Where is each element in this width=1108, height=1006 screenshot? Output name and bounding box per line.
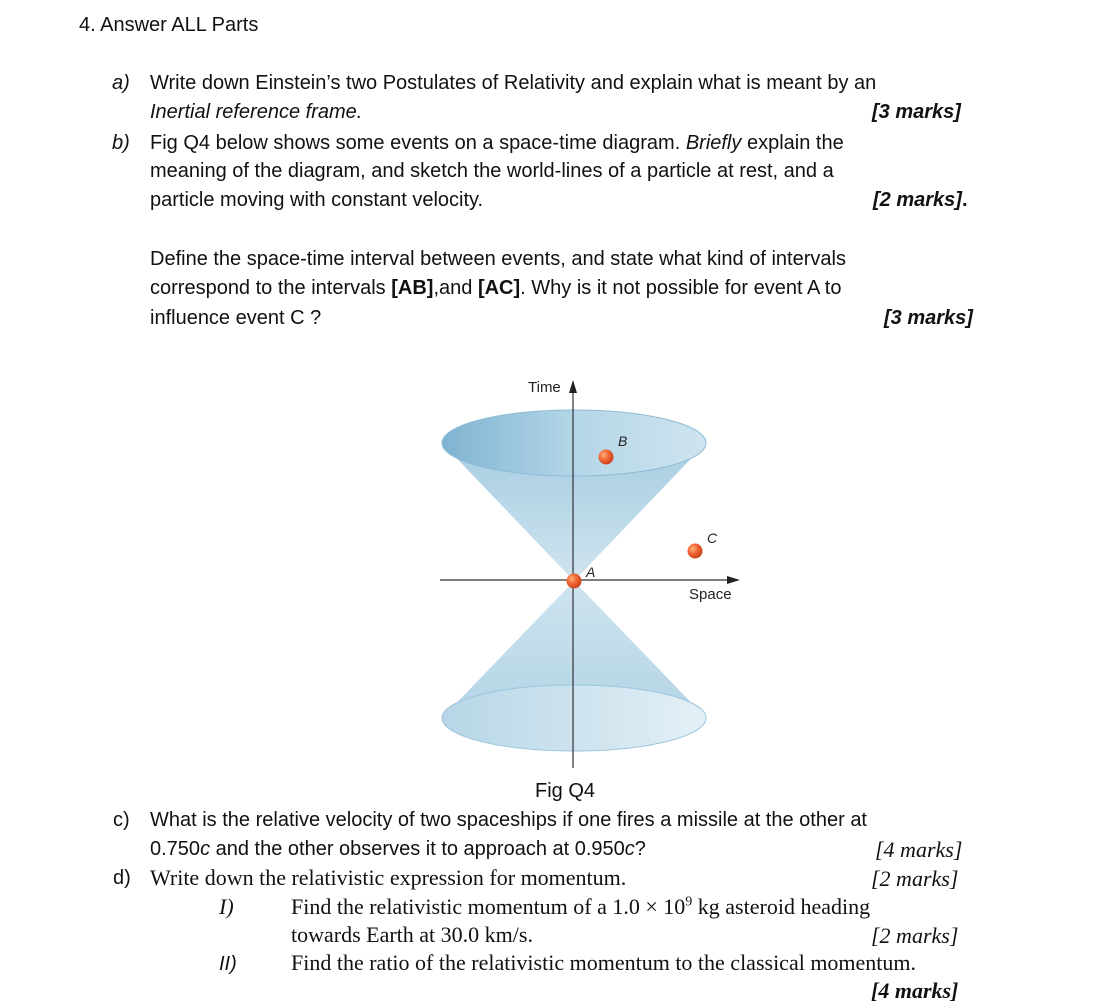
time-axis-label: Time bbox=[528, 379, 561, 396]
part-b-line1 bbox=[150, 129, 844, 158]
part-c-mid: and the other observes it to approach at 0.950 bbox=[210, 838, 625, 860]
part-d-line1: Write down the relativistic expression for momentum. bbox=[150, 865, 627, 890]
part-d-sub1-line1 bbox=[291, 893, 870, 921]
part-d-sub1-exponent: 9 bbox=[685, 894, 693, 910]
part-d-marks: [2 marks] bbox=[871, 866, 959, 891]
part-b-label: b) bbox=[112, 132, 130, 154]
space-axis-label: Space bbox=[689, 586, 732, 603]
part-a-line2: Inertial reference frame. bbox=[150, 101, 363, 123]
spacetime-diagram bbox=[420, 365, 740, 775]
part-b-para2-marks: [3 marks] bbox=[884, 307, 973, 329]
part-d-sub2-marks: [4 marks] bbox=[871, 978, 959, 1003]
part-b-para2-line2-end: . Why is it not possible for event A to bbox=[520, 277, 842, 299]
part-d-sub2-label: II) bbox=[219, 953, 237, 975]
event-b-label: B bbox=[618, 433, 628, 449]
interval-ac: [AC] bbox=[477, 277, 521, 299]
part-b-para2-line2-start: correspond to the intervals bbox=[150, 277, 392, 299]
part-a-line1: Write down Einstein’s two Postulates of Relativity and explain what is meant by an bbox=[150, 72, 877, 94]
part-d-sub1-line2: towards Earth at 30.0 km/s. bbox=[291, 922, 533, 947]
event-c-point bbox=[688, 544, 703, 559]
part-b-line1-end: explain the bbox=[741, 132, 844, 154]
part-b-line3: particle moving with constant velocity. bbox=[150, 189, 484, 211]
part-b-line1-start: Fig Q4 below shows some events on a space-time diagram. bbox=[150, 132, 686, 154]
future-cone-top bbox=[442, 410, 706, 476]
event-a-point bbox=[567, 574, 582, 589]
event-c-label: C bbox=[707, 530, 718, 546]
part-a-marks: [3 marks] bbox=[872, 101, 961, 123]
part-c-label: c) bbox=[113, 809, 130, 831]
part-b-para2-line3: influence event C ? bbox=[150, 307, 322, 329]
part-c-line1: What is the relative velocity of two spaceships if one fires a missile at the other at bbox=[150, 809, 867, 831]
part-d-sub1-marks: [2 marks] bbox=[871, 923, 959, 948]
part-b-line1-italic: Briefly bbox=[685, 132, 742, 154]
part-b-line2: meaning of the diagram, and sketch the world-lines of a particle at rest, and a bbox=[150, 160, 834, 182]
part-c-marks: [4 marks] bbox=[875, 837, 963, 862]
interval-ab: [AB] bbox=[391, 277, 434, 299]
part-c-c1: c bbox=[200, 838, 211, 860]
part-d-sub1-end: kg asteroid heading bbox=[692, 894, 871, 919]
part-b-marks bbox=[873, 186, 968, 215]
part-d-sub2-line1: Find the ratio of the relativistic momentum to the classical momentum. bbox=[291, 950, 917, 975]
time-axis-arrow bbox=[569, 380, 577, 393]
event-a-label: A bbox=[586, 564, 596, 580]
part-c-c2: c bbox=[624, 838, 635, 860]
space-axis-arrow bbox=[727, 576, 740, 584]
part-b-para2-line1: Define the space-time interval between events, and state what kind of intervals bbox=[150, 248, 846, 270]
part-c-line2 bbox=[150, 835, 646, 864]
event-b-point bbox=[599, 450, 614, 465]
part-d-sub1-start: Find the relativistic momentum of a 1.0 × 10 bbox=[291, 894, 686, 919]
part-d-sub1-label: I) bbox=[219, 894, 234, 919]
part-b-marks-text: [2 marks] bbox=[873, 189, 962, 211]
part-b-para2-line2 bbox=[150, 274, 841, 303]
part-b-para2-line2-mid: ,and bbox=[433, 277, 478, 299]
part-c-q: ? bbox=[634, 838, 646, 860]
part-a-label: a) bbox=[112, 72, 130, 94]
part-b-marks-suffix: . bbox=[961, 189, 968, 211]
past-cone-base bbox=[442, 685, 706, 751]
figure-caption: Fig Q4 bbox=[535, 780, 596, 802]
question-heading: 4. Answer ALL Parts bbox=[79, 14, 259, 36]
part-c-v1: 0.750 bbox=[150, 838, 201, 860]
part-d-label: d) bbox=[113, 867, 131, 889]
